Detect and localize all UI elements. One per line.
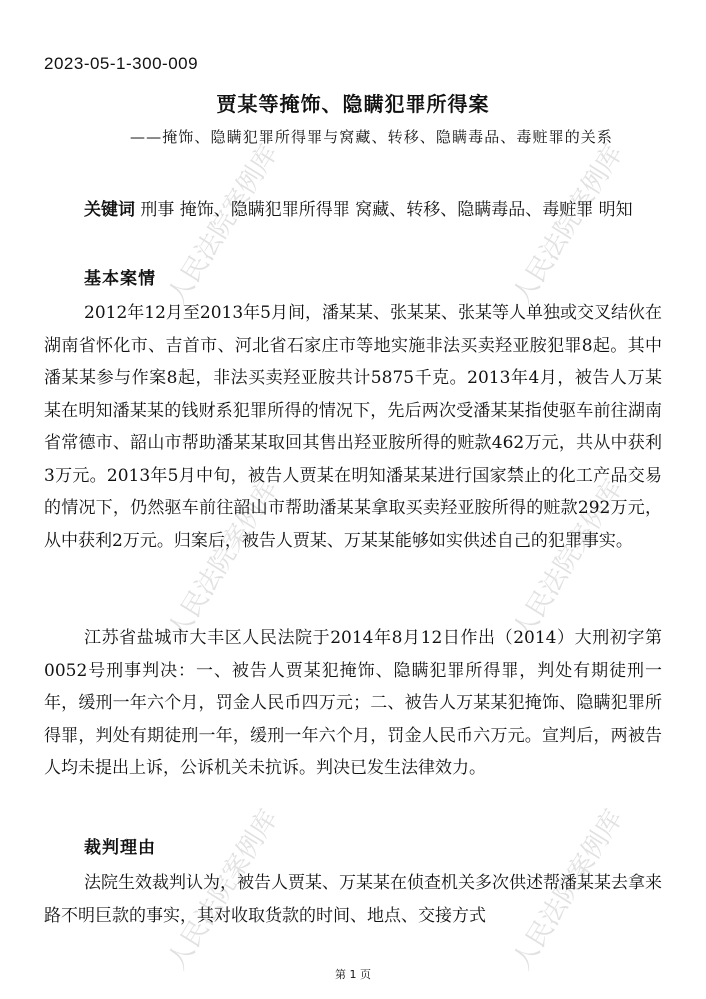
page-subtitle: ——掩饰、隐瞒犯罪所得罪与窝藏、转移、隐瞒毒品、毒赃罪的关系 (130, 128, 614, 146)
case-id: 2023-05-1-300-009 (44, 54, 199, 73)
page-number: 第 1 页 (335, 968, 371, 981)
watermark: 人民法院案例库 (507, 139, 630, 310)
watermark: 人民法院案例库 (162, 804, 285, 975)
paragraph-basic-facts-2: 江苏省盐城市大丰区人民法院于2014年8月12日作出（2014）大刑初字第0052号刑事判决：一、被告人贾某犯掩饰、隐瞒犯罪所得罪，判处有期徒刑一年，缓刑一年六个月，罚金人民币四万元；二、被告人万某某犯掩饰、隐瞒犯罪所得罪，判处有期徒刑一年，缓刑一年六个月，罚金人民币六万元。宣判后，两被告人均未提出上诉，公诉机关未抗诉。判决已发生法律效力。 (44, 628, 662, 778)
paragraph-reasoning-1: 法院生效裁判认为，被告人贾某、万某某在侦查机关多次供述帮潘某某去拿来路不明巨款的事实，其对收取货款的时间、地点、交接方式 (44, 873, 662, 926)
section-heading-reasoning: 裁判理由 (84, 838, 156, 858)
watermark: 人民法院案例库 (162, 474, 285, 645)
watermark: 人民法院案例库 (507, 804, 630, 975)
keywords-text: 刑事 掩饰、隐瞒犯罪所得罪 窝藏、转移、隐瞒毒品、毒赃罪 明知 (140, 200, 633, 220)
watermark: 人民法院案例库 (162, 139, 285, 310)
watermark: 人民法院案例库 (507, 474, 630, 645)
keywords-label: 关键词 (84, 200, 135, 220)
paragraph-basic-facts-1: 2012年12月至2013年5月间，潘某某、张某某、张某等人单独或交叉结伙在湖南省怀化市、吉首市、河北省石家庄市等地实施非法买卖羟亚胺犯罪8起。其中潘某某参与作案8起，非法买卖羟亚胺共计5875千克。2013年4月，被告人万某某在明知潘某某的钱财系犯罪所得的情况下，先后两次受潘某某指使驱车前往湖南省常德市、韶山市帮助潘某某取回其售出羟亚胺所得的赃款462万元，共从中获利3万元。2013年5月中旬，被告人贾某在明知潘某某进行国家禁止的化工产品交易的情况下，仍然驱车前往韶山市帮助潘某某拿取买卖羟亚胺所得的赃款292万元，从中获利2万元。归案后，被告人贾某、万某某能够如实供述自己的犯罪事实。 (44, 303, 662, 551)
section-heading-basic-facts: 基本案情 (84, 269, 156, 289)
page-title: 贾某等掩饰、隐瞒犯罪所得案 (216, 92, 490, 116)
keywords-block (44, 192, 664, 228)
